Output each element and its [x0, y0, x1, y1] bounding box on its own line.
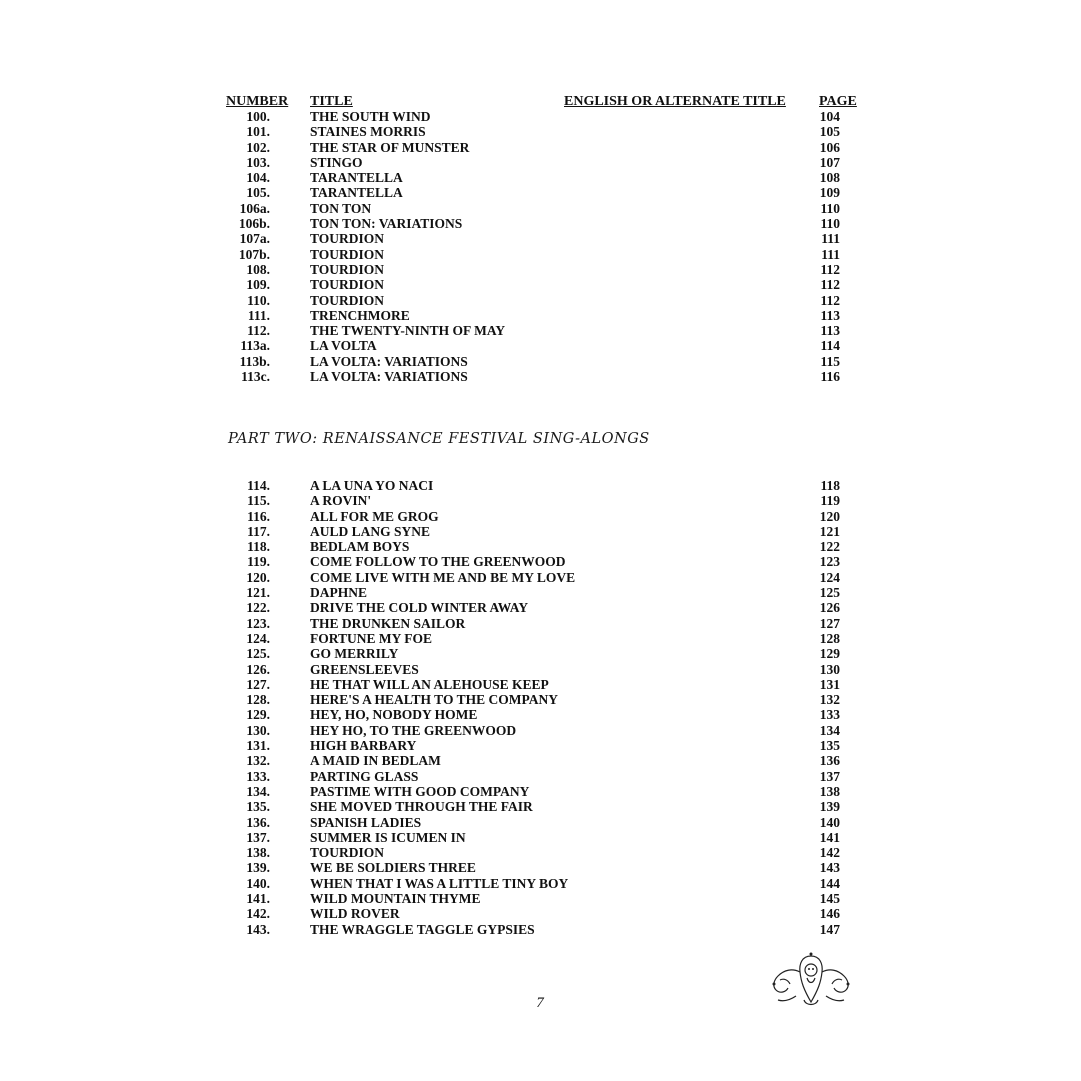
entry-title: PARTING GLASS: [310, 768, 419, 784]
list-item: [0, 323, 1081, 338]
entry-title: HEY, HO, NOBODY HOME: [310, 707, 478, 723]
entry-number: 143.: [246, 921, 270, 937]
entry-number: 101.: [246, 124, 270, 140]
entry-number: 102.: [246, 139, 270, 155]
entry-title: TOURDION: [310, 231, 385, 247]
entry-number: 121.: [246, 585, 270, 601]
entry-title: WHEN THAT I WAS A LITTLE TINY BOY: [310, 875, 569, 891]
entry-number: 133.: [246, 768, 270, 784]
list-item: [0, 707, 1081, 722]
entry-number: 106b.: [238, 216, 270, 232]
entry-number: 116.: [247, 508, 270, 524]
entry-number: 129.: [246, 707, 270, 723]
entry-title: TRENCHMORE: [310, 307, 410, 323]
entry-title: THE SOUTH WIND: [310, 109, 431, 124]
list-item: [0, 509, 1081, 524]
entry-title: LA VOLTA: [310, 338, 377, 354]
entry-page: 110: [820, 216, 840, 232]
entry-title: WILD MOUNTAIN THYME: [310, 891, 481, 907]
entry-number: 140.: [246, 875, 270, 891]
entry-page: 116: [820, 369, 840, 385]
entry-page: 131: [819, 676, 840, 692]
entry-number: 126.: [246, 661, 270, 677]
entry-page: 111: [821, 231, 840, 247]
entry-page: 112: [820, 261, 840, 277]
list-item: [0, 262, 1081, 277]
list-item: [0, 692, 1081, 707]
entry-title: AULD LANG SYNE: [310, 523, 431, 539]
entry-title: A LA UNA YO NACI: [310, 478, 434, 493]
list-item: [0, 830, 1081, 845]
list-item: [0, 554, 1081, 569]
entry-page: 134: [819, 722, 840, 738]
entry-title: ALL FOR ME GROG: [310, 508, 439, 524]
list-item: [0, 662, 1081, 677]
entry-number: 139.: [246, 860, 270, 876]
list-item: [0, 201, 1081, 216]
entry-page: 144: [819, 875, 840, 891]
entry-title: BEDLAM BOYS: [310, 539, 410, 555]
entry-title: WE BE SOLDIERS THREE: [310, 860, 476, 876]
entry-title: FORTUNE MY FOE: [310, 630, 433, 646]
entry-page: 136: [819, 753, 840, 769]
entry-number: 131.: [246, 738, 270, 754]
entry-title: THE WRAGGLE TAGGLE GYPSIES: [310, 921, 535, 937]
entry-page: 137: [819, 768, 840, 784]
entry-page: 107: [819, 154, 840, 170]
entry-number: 125.: [246, 646, 270, 662]
entry-page: 126: [819, 600, 840, 616]
entry-title: TOURDION: [310, 292, 385, 308]
entry-page: 143: [819, 860, 840, 876]
entry-title: HE THAT WILL AN ALEHOUSE KEEP: [310, 676, 549, 692]
entry-page: 112: [820, 292, 840, 308]
entry-number: 103.: [246, 154, 270, 170]
list-item: [0, 860, 1081, 875]
entry-number: 109.: [246, 277, 270, 293]
entry-number: 141.: [246, 891, 270, 907]
entry-title: A MAID IN BEDLAM: [310, 753, 441, 769]
entry-title: SPANISH LADIES: [310, 814, 422, 830]
list-item: [0, 738, 1081, 753]
entry-page: 139: [819, 799, 840, 815]
list-item: [0, 769, 1081, 784]
list-item: [0, 170, 1081, 185]
entry-title: STAINES MORRIS: [310, 124, 426, 140]
entry-number: 114.: [247, 478, 270, 493]
entry-number: 115.: [247, 493, 270, 509]
entry-page: 147: [819, 921, 840, 937]
entry-page: 127: [819, 615, 840, 631]
entry-title: COME LIVE WITH ME AND BE MY LOVE: [310, 569, 576, 585]
entry-page: 122: [819, 539, 840, 555]
entry-title: SHE MOVED THROUGH THE FAIR: [310, 799, 533, 815]
entry-number: 105.: [246, 185, 270, 201]
header-number: NUMBER: [226, 94, 289, 109]
header-page: PAGE: [819, 94, 857, 109]
list-item: [0, 539, 1081, 554]
list-item: [0, 185, 1081, 200]
list-item: [0, 753, 1081, 768]
entry-page: 112: [820, 277, 840, 293]
entry-number: 108.: [246, 261, 270, 277]
page-number: 7: [536, 995, 544, 1011]
entry-number: 123.: [246, 615, 270, 631]
entry-title: WILD ROVER: [310, 906, 400, 922]
section-two-heading: PART TWO: RENAISSANCE FESTIVAL SING-ALONGS: [228, 431, 650, 447]
list-item: [0, 784, 1081, 799]
list-item: [0, 922, 1081, 937]
list-item: [0, 845, 1081, 860]
entry-title: PASTIME WITH GOOD COMPANY: [310, 783, 530, 799]
entry-title: TOURDION: [310, 261, 385, 277]
list-item: [0, 646, 1081, 661]
entry-title: TOURDION: [310, 845, 385, 861]
entry-number: 136.: [246, 814, 270, 830]
entry-page: 138: [819, 783, 840, 799]
entry-title: TON TON: VARIATIONS: [310, 216, 463, 232]
entry-page: 130: [819, 661, 840, 677]
list-item: [0, 493, 1081, 508]
list-item: [0, 585, 1081, 600]
entry-title: A ROVIN': [310, 493, 372, 509]
entry-title: DRIVE THE COLD WINTER AWAY: [310, 600, 529, 616]
list-item: [0, 293, 1081, 308]
entry-page: 145: [819, 891, 840, 907]
entry-title: THE DRUNKEN SAILOR: [310, 615, 466, 631]
entry-number: 110.: [247, 292, 270, 308]
list-item: [0, 891, 1081, 906]
entry-page: 133: [819, 707, 840, 723]
lion-crest-ornament-icon: [766, 950, 856, 1010]
list-item: [0, 570, 1081, 585]
entry-title: COME FOLLOW TO THE GREENWOOD: [310, 554, 566, 570]
entry-page: 124: [819, 569, 840, 585]
list-item: [0, 338, 1081, 353]
entry-number: 134.: [246, 783, 270, 799]
entry-number: 107b.: [238, 246, 270, 262]
entry-page: 115: [820, 353, 840, 369]
entry-title: HEY HO, TO THE GREENWOOD: [310, 722, 517, 738]
list-item: [0, 906, 1081, 921]
entry-page: 110: [820, 200, 840, 216]
entry-page: 108: [819, 170, 840, 186]
list-item: [0, 216, 1081, 231]
entry-page: 111: [821, 246, 840, 262]
entry-number: 104.: [246, 170, 270, 186]
entry-page: 113: [820, 323, 840, 339]
list-item: [0, 616, 1081, 631]
entry-number: 135.: [246, 799, 270, 815]
entry-title: TARANTELLA: [310, 185, 403, 201]
entry-number: 137.: [246, 829, 270, 845]
entry-number: 107a.: [239, 231, 270, 247]
list-item: [0, 677, 1081, 692]
entry-number: 138.: [246, 845, 270, 861]
entry-number: 113a.: [240, 338, 270, 354]
entry-number: 112.: [247, 323, 270, 339]
entry-page: 105: [819, 124, 840, 140]
entry-number: 106a.: [239, 200, 270, 216]
entry-number: 124.: [246, 630, 270, 646]
list-item: [0, 799, 1081, 814]
entry-page: 128: [819, 630, 840, 646]
entry-number: 128.: [246, 692, 270, 708]
header-title: TITLE: [310, 94, 353, 109]
list-item: [0, 277, 1081, 292]
entry-page: 123: [819, 554, 840, 570]
table-header: [0, 93, 1081, 110]
list-item: [0, 524, 1081, 539]
entry-title: THE STAR OF MUNSTER: [310, 139, 470, 155]
entry-title: SUMMER IS ICUMEN IN: [310, 829, 466, 845]
entry-page: 125: [819, 585, 840, 601]
entry-page: 106: [819, 139, 840, 155]
list-item: [0, 478, 1081, 493]
entry-title: STINGO: [310, 154, 363, 170]
entry-title: TARANTELLA: [310, 170, 403, 186]
entry-title: HERE'S A HEALTH TO THE COMPANY: [310, 692, 558, 708]
entry-page: 113: [820, 307, 840, 323]
entry-page: 109: [819, 185, 840, 201]
list-item: [0, 155, 1081, 170]
entry-title: GO MERRILY: [310, 646, 399, 662]
entry-page: 142: [819, 845, 840, 861]
list-item: [0, 354, 1081, 369]
entry-title: GREENSLEEVES: [310, 661, 419, 677]
entry-number: 100.: [246, 109, 270, 124]
entry-page: 132: [819, 692, 840, 708]
list-item: [0, 631, 1081, 646]
entry-title: THE TWENTY-NINTH OF MAY: [310, 323, 506, 339]
entry-title: HIGH BARBARY: [310, 738, 417, 754]
entry-number: 122.: [246, 600, 270, 616]
entry-page: 121: [819, 523, 840, 539]
list-item: [0, 231, 1081, 246]
entry-page: 119: [820, 493, 840, 509]
list-item: [0, 369, 1081, 384]
entry-title: LA VOLTA: VARIATIONS: [310, 369, 468, 385]
list-item: [0, 815, 1081, 830]
entry-number: 119.: [247, 554, 270, 570]
list-item: [0, 140, 1081, 155]
entry-page: 118: [820, 478, 840, 493]
entry-page: 120: [819, 508, 840, 524]
entry-page: 114: [820, 338, 840, 354]
entry-page: 141: [819, 829, 840, 845]
entry-number: 127.: [246, 676, 270, 692]
list-item: [0, 247, 1081, 262]
part-one-list: [0, 109, 1081, 384]
entry-title: TOURDION: [310, 246, 385, 262]
entry-title: LA VOLTA: VARIATIONS: [310, 353, 468, 369]
entry-number: 118.: [247, 539, 270, 555]
entry-title: TOURDION: [310, 277, 385, 293]
entry-number: 113c.: [241, 369, 270, 385]
entry-title: DAPHNE: [310, 585, 367, 601]
entry-page: 146: [819, 906, 840, 922]
list-item: [0, 723, 1081, 738]
list-item: [0, 109, 1081, 124]
list-item: [0, 308, 1081, 323]
header-alt-title: ENGLISH OR ALTERNATE TITLE: [564, 94, 786, 109]
list-item: [0, 876, 1081, 891]
entry-page: 140: [819, 814, 840, 830]
entry-number: 120.: [246, 569, 270, 585]
entry-number: 113b.: [239, 353, 270, 369]
entry-number: 130.: [246, 722, 270, 738]
entry-number: 111.: [247, 307, 270, 323]
entry-number: 117.: [247, 523, 270, 539]
entry-number: 142.: [246, 906, 270, 922]
entry-title: TON TON: [310, 200, 372, 216]
entry-page: 104: [819, 109, 840, 124]
entry-number: 132.: [246, 753, 270, 769]
list-item: [0, 600, 1081, 615]
list-item: [0, 124, 1081, 139]
entry-page: 135: [819, 738, 840, 754]
part-two-list: [0, 478, 1081, 937]
entry-page: 129: [819, 646, 840, 662]
